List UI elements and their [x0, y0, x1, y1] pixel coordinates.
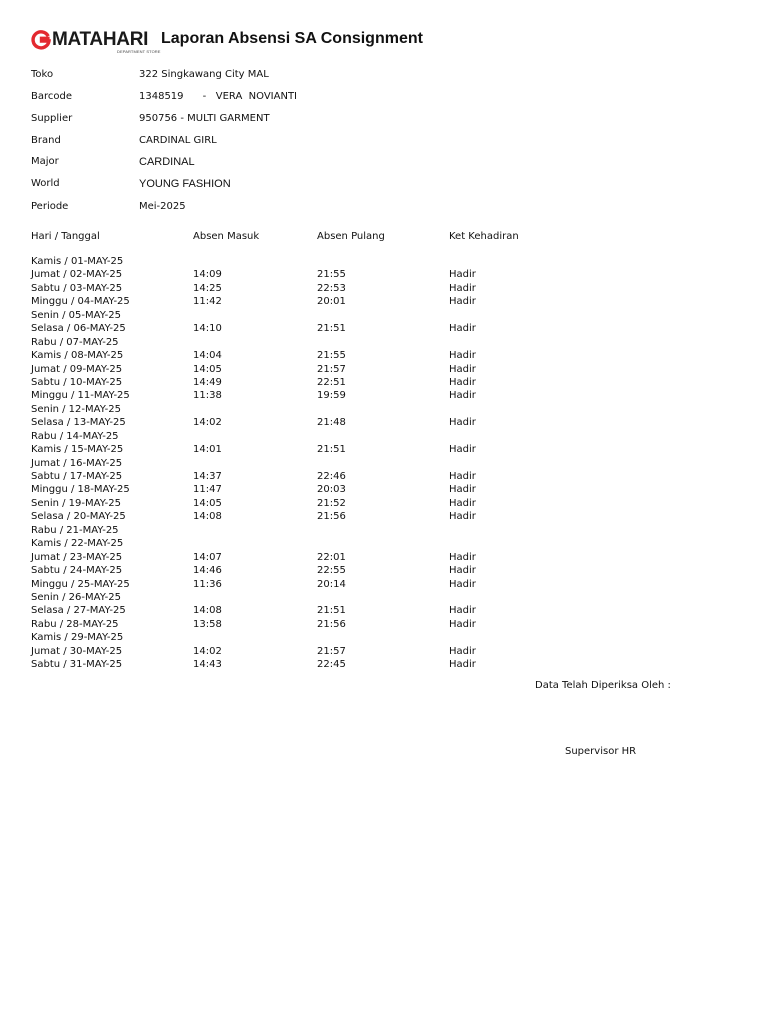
attendance-status-cell: Hadir — [449, 578, 476, 590]
check-out-cell: 21:51 — [317, 323, 346, 335]
table-row — [31, 510, 691, 523]
table-row — [31, 443, 691, 456]
table-row — [31, 416, 691, 429]
date-cell: Rabu / 28-MAY-25 — [31, 618, 119, 630]
table-row — [31, 389, 691, 402]
date-cell: Sabtu / 24-MAY-25 — [31, 565, 123, 577]
report-title: Laporan Absensi SA Consignment — [161, 30, 423, 47]
attendance-status-cell: Hadir — [449, 605, 476, 617]
date-cell: Selasa / 20-MAY-25 — [31, 511, 126, 523]
check-in-cell: 14:25 — [193, 282, 222, 294]
table-row — [31, 255, 691, 268]
date-cell: Jumat / 02-MAY-25 — [31, 269, 123, 281]
date-cell: Sabtu / 17-MAY-25 — [31, 471, 123, 482]
table-row — [31, 645, 691, 658]
date-cell: Kamis / 01-MAY-25 — [31, 256, 124, 267]
date-cell: Rabu / 21-MAY-25 — [31, 524, 119, 536]
supplier-value: 950756 - MULTI GARMENT — [139, 113, 270, 124]
attendance-status-cell: Hadir — [449, 323, 476, 335]
check-in-cell: 14:04 — [193, 350, 222, 362]
table-row — [31, 578, 691, 591]
attendance-status-cell: Hadir — [449, 511, 476, 523]
table-row — [31, 336, 691, 349]
supervisor-label: Supervisor HR — [565, 746, 637, 757]
date-cell: Minggu / 25-MAY-25 — [31, 578, 130, 590]
column-header-date: Hari / Tanggal — [31, 231, 100, 242]
toko-label: Toko — [31, 69, 54, 80]
date-cell: Jumat / 30-MAY-25 — [31, 645, 123, 657]
table-row — [31, 564, 691, 577]
check-out-cell: 22:55 — [317, 565, 346, 577]
date-cell: Rabu / 07-MAY-25 — [31, 336, 119, 348]
date-cell: Selasa / 27-MAY-25 — [31, 605, 126, 617]
info-row-toko — [31, 68, 531, 82]
check-in-cell: 14:10 — [193, 323, 222, 335]
attendance-status-cell: Hadir — [449, 350, 476, 362]
check-out-cell: 22:53 — [317, 282, 346, 294]
attendance-status-cell: Hadir — [449, 269, 476, 281]
table-row — [31, 457, 691, 470]
attendance-status-cell: Hadir — [449, 645, 476, 657]
table-row — [31, 524, 691, 537]
check-in-cell: 11:36 — [193, 578, 222, 590]
table-row — [31, 295, 691, 308]
column-header-check-out: Absen Pulang — [317, 231, 385, 242]
table-row — [31, 591, 691, 604]
info-row-major — [31, 155, 531, 169]
attendance-status-cell: Hadir — [449, 363, 476, 375]
date-cell: Kamis / 29-MAY-25 — [31, 632, 124, 644]
attendance-status-cell: Hadir — [449, 484, 476, 496]
attendance-status-cell: Hadir — [449, 551, 476, 563]
check-in-cell: 14:08 — [193, 511, 222, 523]
table-row — [31, 322, 691, 335]
check-in-cell: 14:37 — [193, 471, 222, 482]
barcode-label: Barcode — [31, 91, 72, 102]
table-row — [31, 309, 691, 322]
attendance-status-cell: Hadir — [449, 376, 476, 388]
info-row-brand — [31, 134, 531, 148]
check-in-cell: 14:46 — [193, 565, 222, 577]
check-out-cell: 21:55 — [317, 269, 346, 281]
table-row — [31, 618, 691, 631]
date-cell: Sabtu / 31-MAY-25 — [31, 659, 123, 671]
logo-subtext: DEPARTMENT STORE — [117, 49, 161, 54]
check-out-cell: 22:46 — [317, 471, 346, 482]
column-header-check-in: Absen Masuk — [193, 231, 260, 242]
check-in-cell: 14:09 — [193, 269, 222, 281]
major-label: Major — [31, 156, 59, 167]
check-out-cell: 22:51 — [317, 376, 346, 388]
check-in-cell: 14:07 — [193, 551, 222, 563]
info-row-barcode — [31, 90, 531, 104]
check-out-cell: 22:45 — [317, 659, 346, 671]
date-cell: Jumat / 23-MAY-25 — [31, 551, 123, 563]
brand-label: Brand — [31, 135, 61, 146]
attendance-status-cell: Hadir — [449, 471, 476, 482]
check-out-cell: 20:01 — [317, 296, 346, 308]
periode-value: Mei-2025 — [139, 201, 186, 212]
table-row — [31, 470, 691, 483]
check-in-cell: 13:58 — [193, 618, 222, 630]
info-row-world — [31, 177, 531, 191]
check-in-cell: 14:05 — [193, 363, 222, 375]
check-in-cell: 11:47 — [193, 484, 222, 496]
table-row — [31, 497, 691, 510]
check-in-cell: 14:02 — [193, 645, 222, 657]
date-cell: Senin / 26-MAY-25 — [31, 591, 121, 603]
attendance-status-cell: Hadir — [449, 659, 476, 671]
attendance-status-cell: Hadir — [449, 390, 476, 402]
check-in-cell: 14:05 — [193, 497, 222, 509]
date-cell: Kamis / 22-MAY-25 — [31, 538, 124, 550]
table-row — [31, 604, 691, 617]
date-cell: Kamis / 15-MAY-25 — [31, 444, 124, 456]
attendance-status-cell: Hadir — [449, 417, 476, 429]
info-row-supplier — [31, 112, 531, 126]
date-cell: Sabtu / 03-MAY-25 — [31, 282, 123, 294]
column-header-attendance: Ket Kehadiran — [449, 231, 519, 242]
world-label: World — [31, 178, 60, 189]
check-in-cell: 14:49 — [193, 376, 222, 388]
attendance-status-cell: Hadir — [449, 296, 476, 308]
date-cell: Jumat / 09-MAY-25 — [31, 363, 123, 375]
table-row — [31, 282, 691, 295]
supplier-label: Supplier — [31, 113, 73, 124]
check-out-cell: 21:51 — [317, 605, 346, 617]
check-out-cell: 21:48 — [317, 417, 346, 429]
table-row — [31, 551, 691, 564]
check-in-cell: 11:42 — [193, 296, 222, 308]
logo-text: MATAHARI — [52, 29, 149, 50]
check-out-cell: 21:56 — [317, 618, 346, 630]
barcode-value: 1348519 - VERA NOVIANTI — [139, 91, 297, 102]
date-cell: Selasa / 13-MAY-25 — [31, 417, 126, 429]
check-out-cell: 22:01 — [317, 551, 346, 563]
table-row — [31, 349, 691, 362]
table-row — [31, 363, 691, 376]
periode-label: Periode — [31, 201, 69, 212]
check-out-cell: 19:59 — [317, 390, 346, 402]
attendance-status-cell: Hadir — [449, 497, 476, 509]
major-value: CARDINAL — [139, 156, 195, 168]
world-value: YOUNG FASHION — [139, 178, 231, 190]
matahari-sun-logo-icon — [31, 30, 51, 50]
table-row — [31, 537, 691, 550]
table-row — [31, 631, 691, 644]
date-cell: Minggu / 11-MAY-25 — [31, 390, 130, 402]
table-row — [31, 483, 691, 496]
table-row — [31, 268, 691, 281]
attendance-status-cell: Hadir — [449, 618, 476, 630]
date-cell: Selasa / 06-MAY-25 — [31, 323, 126, 335]
date-cell: Rabu / 14-MAY-25 — [31, 430, 119, 442]
table-row — [31, 403, 691, 416]
check-out-cell: 21:51 — [317, 444, 346, 456]
brand-value: CARDINAL GIRL — [139, 135, 217, 146]
checked-by-label: Data Telah Diperiksa Oleh : — [535, 680, 671, 691]
check-in-cell: 14:01 — [193, 444, 222, 456]
date-cell: Senin / 12-MAY-25 — [31, 403, 121, 415]
toko-value: 322 Singkawang City MAL — [139, 69, 269, 80]
date-cell: Minggu / 04-MAY-25 — [31, 296, 130, 308]
date-cell: Kamis / 08-MAY-25 — [31, 350, 124, 362]
date-cell: Jumat / 16-MAY-25 — [31, 457, 123, 469]
check-out-cell: 20:03 — [317, 484, 346, 496]
attendance-status-cell: Hadir — [449, 282, 476, 294]
attendance-table — [31, 255, 691, 672]
check-in-cell: 14:02 — [193, 417, 222, 429]
check-in-cell: 14:08 — [193, 605, 222, 617]
info-row-periode — [31, 200, 531, 214]
date-cell: Senin / 19-MAY-25 — [31, 497, 121, 509]
check-out-cell: 20:14 — [317, 578, 346, 590]
check-out-cell: 21:56 — [317, 511, 346, 523]
check-out-cell: 21:55 — [317, 350, 346, 362]
attendance-status-cell: Hadir — [449, 565, 476, 577]
matahari-logo — [31, 29, 161, 55]
check-in-cell: 14:43 — [193, 659, 222, 671]
table-row — [31, 376, 691, 389]
check-out-cell: 21:57 — [317, 363, 346, 375]
check-out-cell: 21:57 — [317, 645, 346, 657]
date-cell: Minggu / 18-MAY-25 — [31, 484, 130, 496]
table-row — [31, 430, 691, 443]
check-in-cell: 11:38 — [193, 390, 222, 402]
date-cell: Senin / 05-MAY-25 — [31, 309, 121, 321]
check-out-cell: 21:52 — [317, 497, 346, 509]
table-row — [31, 658, 691, 671]
date-cell: Sabtu / 10-MAY-25 — [31, 376, 123, 388]
attendance-status-cell: Hadir — [449, 444, 476, 456]
